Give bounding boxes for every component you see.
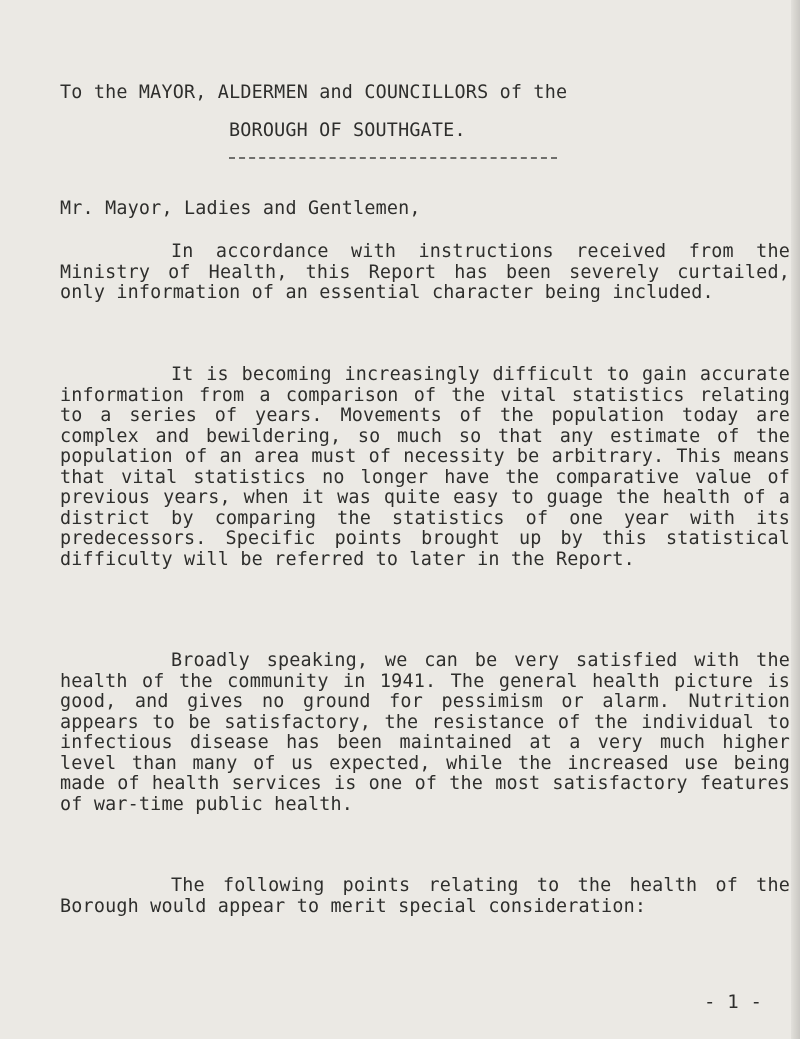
paragraph-3: Broadly speaking, we can be very satisfied with the health of the community in 1941. The general health picture is good, and gives no ground for pessimism or alarm. Nutrition appears to be satisfactory, the resistance of the individual to infectious disease has been maintained at a very much higher level than many of us expected, while the increased use being made of health services is one of the most satisfactory features of war-time public health.	[60, 650, 790, 815]
page-edge-shadow	[791, 0, 800, 1039]
address-line-2: BOROUGH OF SOUTHGATE.	[229, 120, 466, 141]
paragraph-1: In accordance with instructions received from the Ministry of Health, this Report has been severely curtailed, only information of an essential character being included.	[60, 241, 790, 303]
salutation: Mr. Mayor, Ladies and Gentlemen,	[60, 198, 421, 219]
title-underline	[229, 157, 557, 159]
paragraph-4: The following points relating to the health of the Borough would appear to merit special consideration:	[60, 875, 790, 917]
address-line-1: To the MAYOR, ALDERMEN and COUNCILLORS of the	[60, 82, 568, 103]
page-number: - 1 -	[704, 991, 763, 1013]
paragraph-2: It is becoming increasingly difficult to gain accurate information from a comparison of the vital statistics relating to a series of years. Movements of the population today are complex and bewildering, so much so that any estimate of the population of an area must of necessity be arbitrary. This means that vital statistics no longer have the comparative value of previous years, when it was quite easy to guage the health of a district by comparing the statistics of one year with its predecessors. Specific points brought up by this statistical difficulty will be referred to later in the Report.	[60, 364, 790, 570]
